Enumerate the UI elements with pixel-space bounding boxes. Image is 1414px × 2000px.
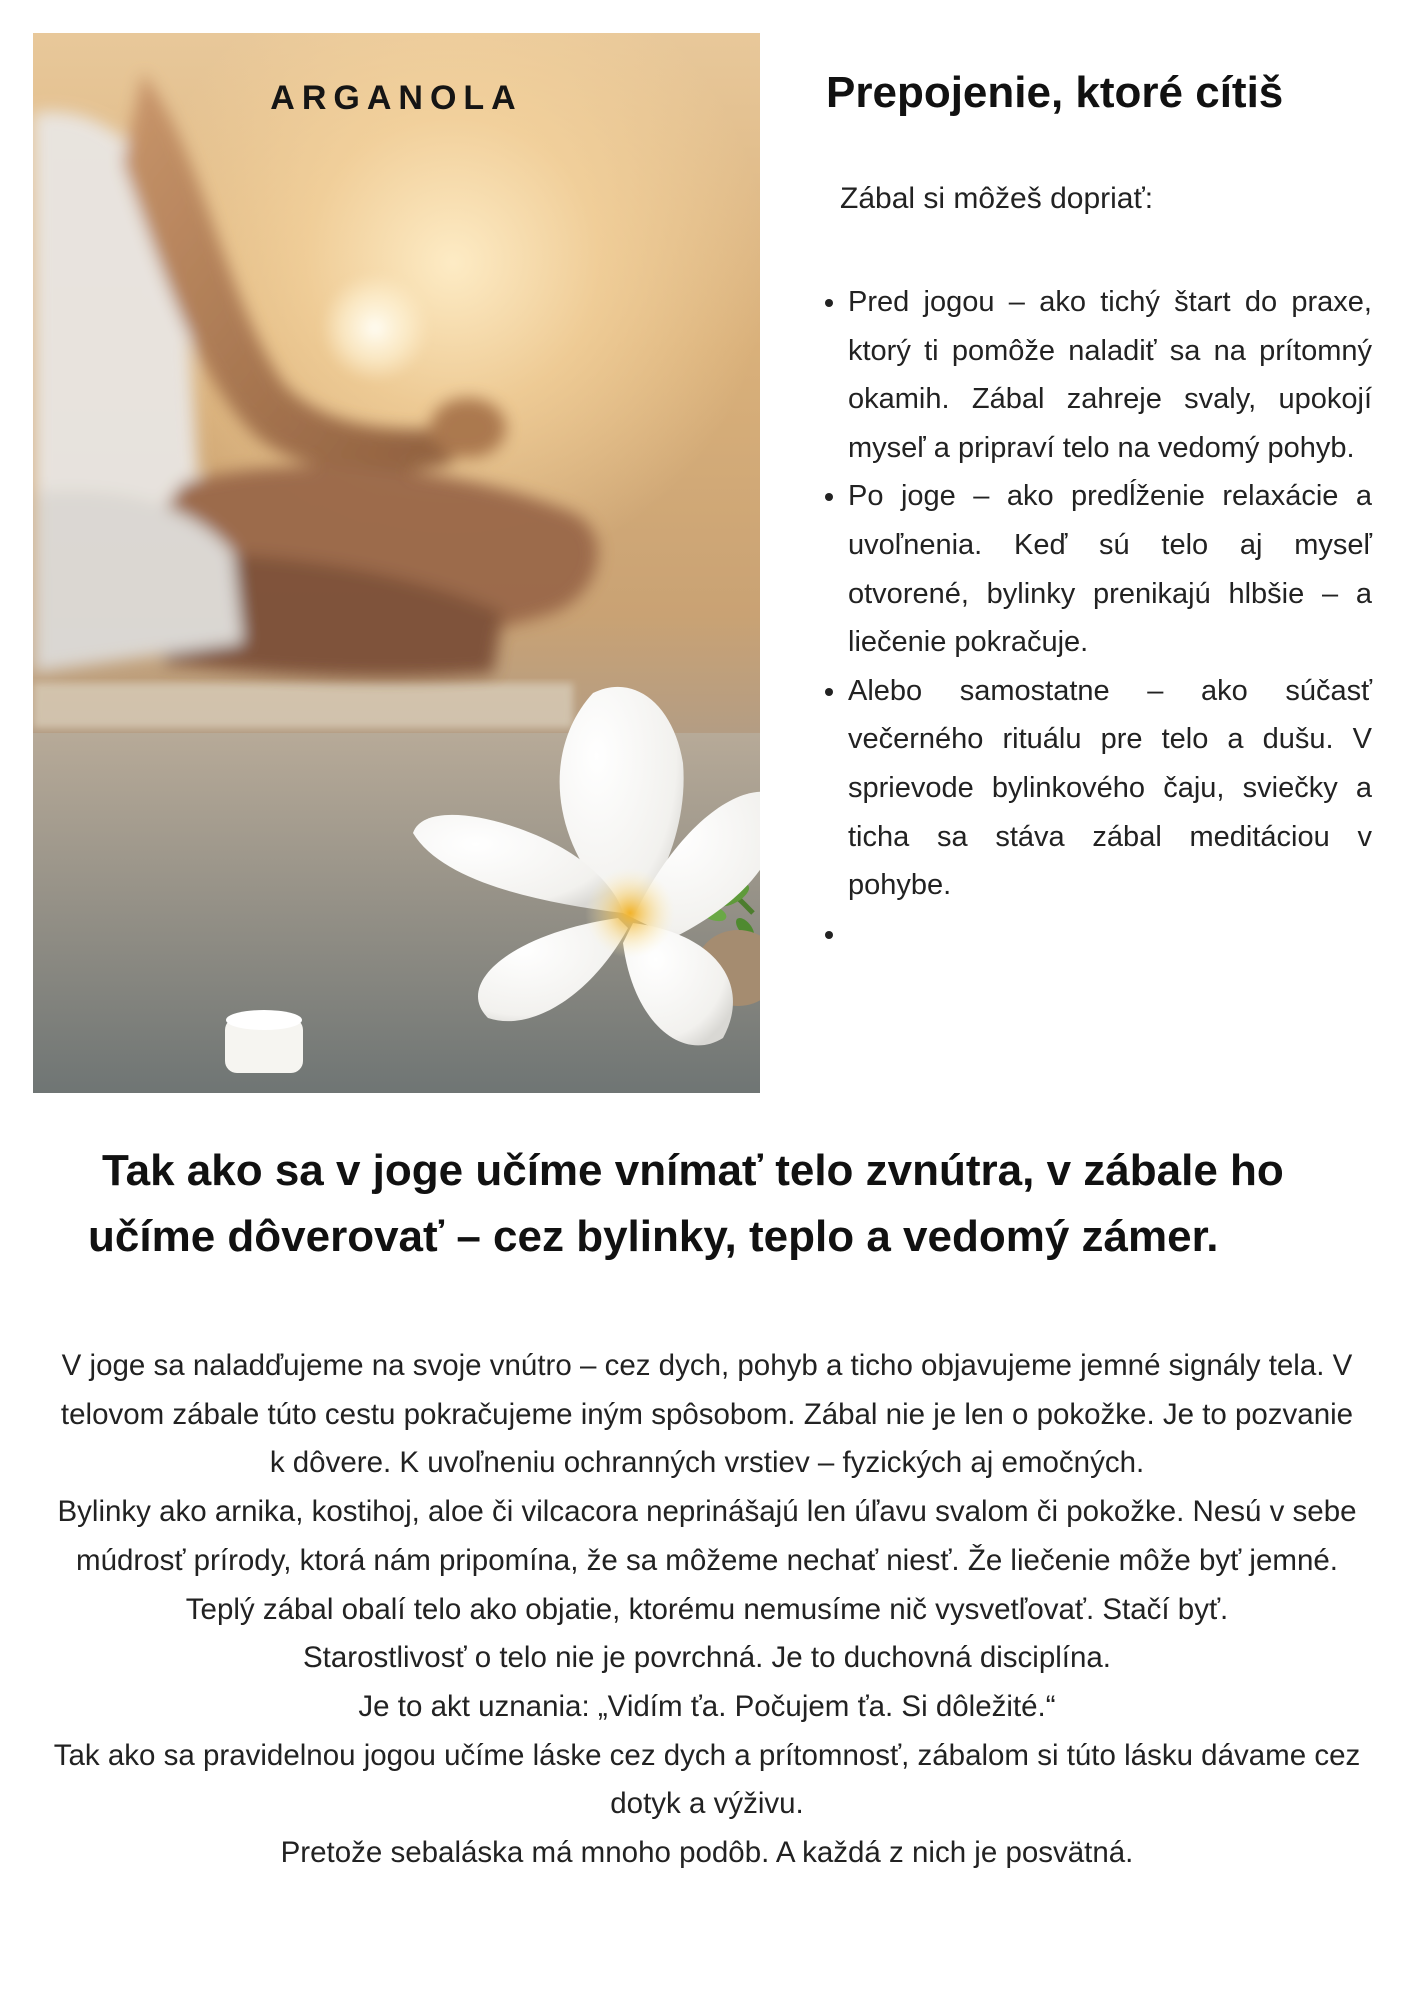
paragraph: Bylinky ako arnika, kostihoj, aloe či vilcacora neprinášajú len úľavu svalom či pokožke. Nesú v sebe múdrosť prírody, ktorá nám pripomína, že sa môžeme nechať niesť. Že liečenie môže byť jemné. Teplý zábal obalí telo ako objatie, ktorému nemusíme nič vysvetľovať. Stačí byť. <box>57 1495 1357 1626</box>
list-item: • Pred jogou – ako tichý štart do praxe, ktorý ti pomôže naladiť sa na prítomný okamih. Zábal zahreje svaly, upokojí myseľ a pripraví telo na vedomý pohyb. <box>848 278 1372 472</box>
paragraph: Starostlivosť o telo nie je povrchná. Je to duchovná disciplína. <box>302 1641 1112 1675</box>
section-heading: Prepojenie, ktoré cítiš <box>826 68 1284 117</box>
paragraph: V joge sa naladďujeme na svoje vnútro – cez dych, pohyb a ticho objavujeme jemné signály tela. V telovom zábale túto cestu pokračujeme iným spôsobom. Zábal nie je len o pokožke. Je to pozvanie k dôvere. K uvoľneniu ochranných vrstiev – fyzických aj emočných. <box>60 1349 1354 1480</box>
brand-logo-text: ARGANOLA <box>270 79 523 117</box>
paragraph: Tak ako sa pravidelnou jogou učíme láske cez dych a prítomnosť, zábalom si túto lásku dávame cez dotyk a výživu. <box>53 1738 1361 1821</box>
intro-text: Zábal si môžeš dopriať: <box>840 182 1154 215</box>
usage-list <box>800 278 1372 958</box>
highlight-quote: Tak ako sa v joge učíme vnímať telo zvnútra, v zábale ho učíme dôverovať – cez bylinky, teplo a vedomý zámer. <box>88 1146 1284 1261</box>
list-item-empty <box>848 910 1372 958</box>
paragraph: Pretože sebaláska má mnoho podôb. A každá z nich je posvätná. <box>280 1836 1134 1870</box>
list-item: • Alebo samostatne – ako súčasť večerného rituálu pre telo a dušu. V sprievode bylinkového čaju, sviečky a ticha sa stáva zábal meditáciou v pohybe. <box>848 667 1372 910</box>
yoga-flower-photo <box>33 33 760 1093</box>
body-text <box>50 1342 1364 1878</box>
small-candle <box>225 1010 303 1073</box>
list-item: • Po joge – ako predĺženie relaxácie a uvoľnenia. Keď sú telo aj myseľ otvorené, bylinky prenikajú hlbšie – a liečenie pokračuje. <box>848 472 1372 666</box>
paragraph: Je to akt uznania: „Vidím ťa. Počujem ťa. Si dôležité.“ <box>358 1689 1056 1723</box>
photo-illustration <box>33 33 760 1093</box>
